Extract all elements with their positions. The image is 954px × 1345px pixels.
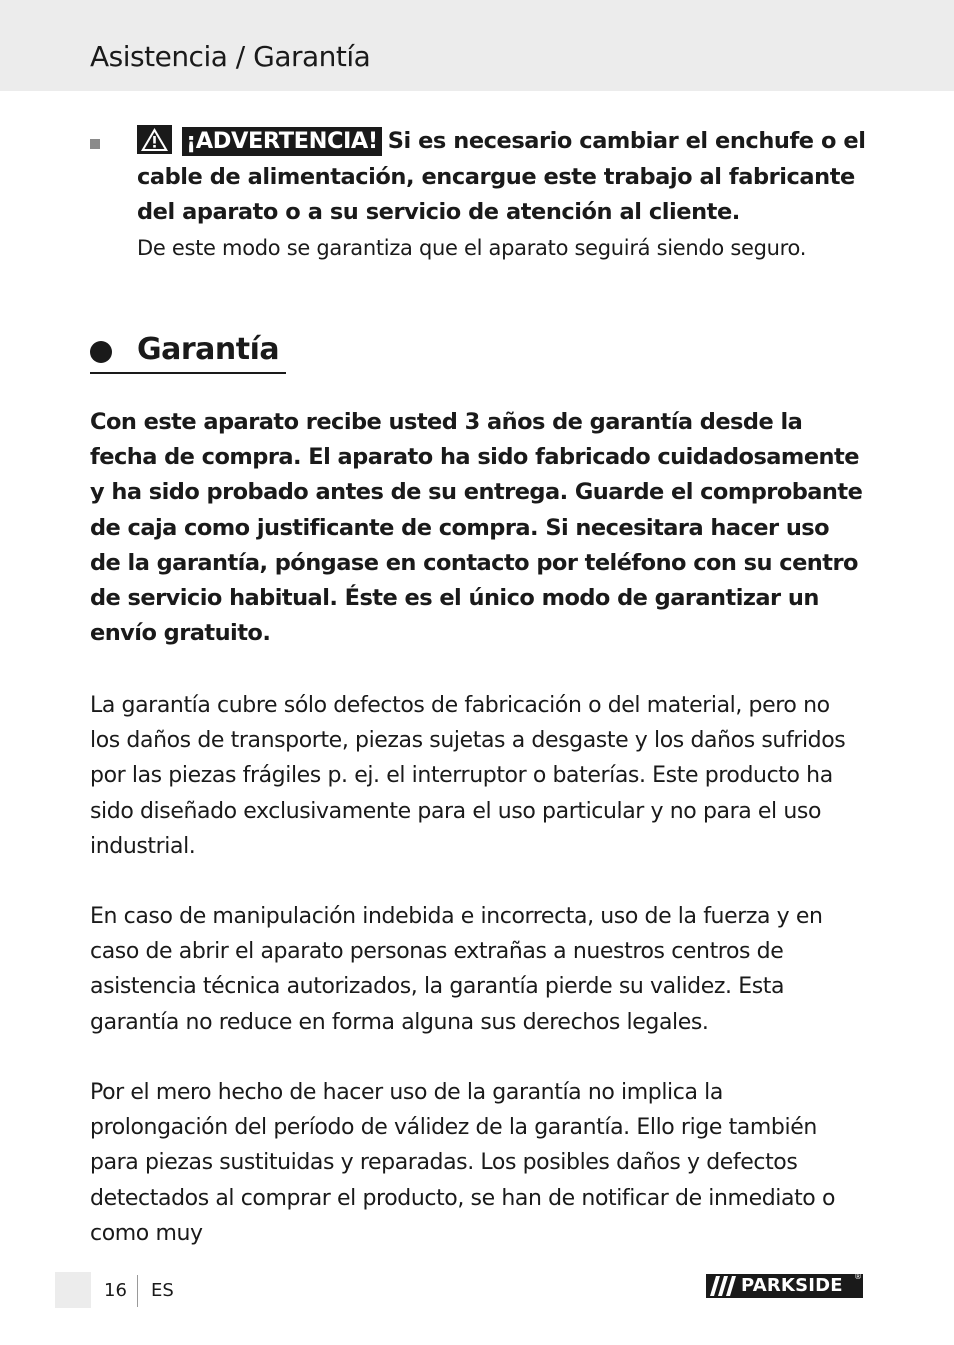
warning-label: ¡ADVERTENCIA!: [182, 127, 382, 156]
section-heading-text: Garantía: [137, 332, 280, 367]
warning-block: [90, 124, 870, 266]
brand-logo: [706, 1274, 863, 1298]
brand-registered-mark: ®: [854, 1272, 862, 1281]
footer-tab: [55, 1272, 91, 1308]
paragraph-coverage: La garantía cubre sólo defectos de fabricación o del material, pero no los daños de transporte, piezas sujetas a desgaste y los daños sufridos por las piezas frágiles p. ej. el interruptor o baterías. Este producto ha sido diseñado exclusivamente para el uso particular y no para el uso industrial.: [90, 693, 846, 859]
intro-paragraph: Con este aparato recibe usted 3 años de garantía desde la fecha de compra. El aparato ha sido fabricado cuidadosamente y ha sido probado antes de su entrega. Guarde el comprobante de caja como justificante de compra. Si necesitara hacer uso de la garantía, póngase en contacto por teléfono con su centro de servicio habitual. Éste es el único modo de garantizar un envío gratuito.: [90, 409, 863, 647]
warning-normal-text: De este modo se garantiza que el aparato seguirá siendo seguro.: [137, 235, 807, 260]
footer-divider: [137, 1275, 138, 1307]
paragraph-validity: En caso de manipulación indebida e incorrecta, uso de la fuerza y en caso de abrir el aparato personas extrañas a nuestros centros de asistencia técnica autorizados, la garantía pierde su validez. Esta garantía no reduce en forma alguna sus derechos legales.: [90, 904, 823, 1035]
brand-name: PARKSIDE: [741, 1275, 843, 1296]
warning-text: [137, 124, 870, 231]
section-heading: [90, 328, 279, 372]
brand-stripes-icon: [710, 1276, 738, 1296]
heading-bullet-icon: [90, 341, 112, 363]
paragraph-extension: Por el mero hecho de hacer uso de la garantía no implica la prolongación del período de válidez de la garantía. Ello rige también para piezas sustituidas y reparadas. Los posibles daños y defectos detectados al comprar el producto, se han de notificar de inmediato o como muy: [90, 1080, 836, 1246]
heading-underline: [90, 372, 286, 374]
page-title: Asistencia / Garantía: [90, 40, 371, 73]
page-number: 16: [104, 1280, 127, 1301]
bullet-square-icon: [90, 139, 100, 149]
warning-triangle-icon: [137, 125, 172, 154]
warning-bold-text: Si es necesario cambiar el enchufe o el cable de alimentación, encargue este trabajo al fabricante del aparato o a su servicio de atención al cliente.: [137, 128, 866, 225]
language-code: ES: [151, 1280, 174, 1301]
